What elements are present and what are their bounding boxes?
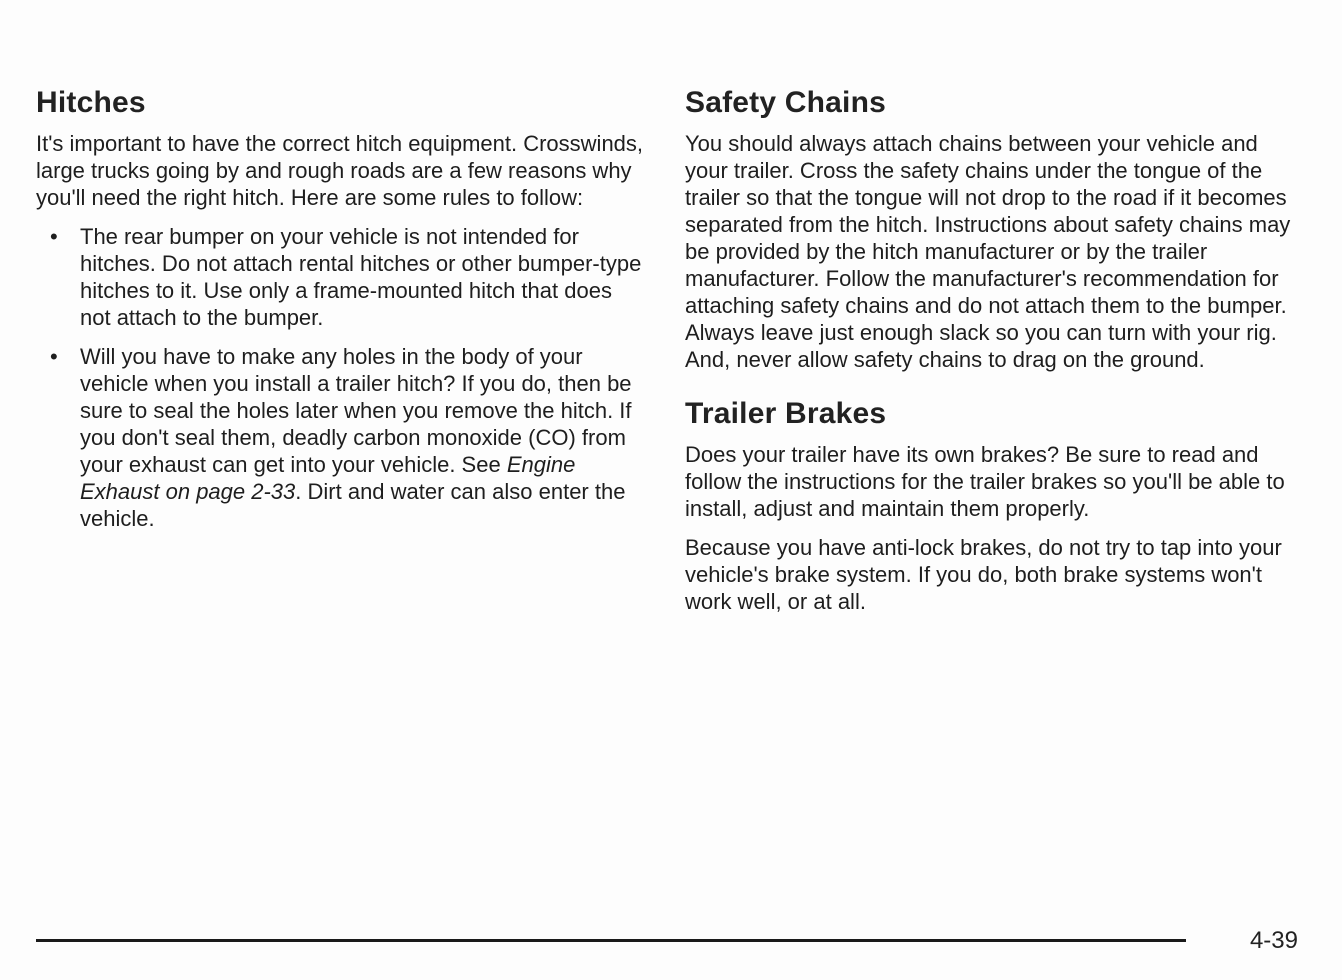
trailer-brakes-paragraph-1: Does your trailer have its own brakes? Be sure to read and follow the instructions for the trailer brakes so you'll be able to install, adjust and maintain them properly. xyxy=(685,442,1285,521)
trailer-brakes-heading: Trailer Brakes xyxy=(685,397,887,430)
footer-rule xyxy=(36,939,1186,942)
hitches-heading: Hitches xyxy=(36,86,146,119)
right-column xyxy=(685,84,1300,615)
bullet-text-start: Will you have to make any holes in the body of your vehicle when you install a trailer hitch? If you do, then be sure to seal the holes later when you remove the hitch. If you don't seal them, deadly carbon monoxide (CO) from your exhaust can get into your vehicle. See xyxy=(80,344,632,477)
safety-chains-paragraph: You should always attach chains between your vehicle and your trailer. Cross the safety chains under the tongue of the trailer so that the tongue will not drop to the road if it becomes separated from the hitch. Instructions about safety chains may be provided by the hitch manufacturer or by the trailer manufacturer. Follow the manufacturer's recommendation for attaching safety chains and do not attach them to the bumper. Always leave just enough slack so you can turn with your rig. And, never allow safety chains to drag on the ground. xyxy=(685,131,1291,372)
safety-chains-heading: Safety Chains xyxy=(685,86,886,119)
left-column xyxy=(36,84,648,544)
cross-reference: Engine Exhaust on page 2-33 xyxy=(80,452,576,504)
hitches-intro: It's important to have the correct hitch equipment. Crosswinds, large trucks going by and rough roads are a few reasons why you'll need the right hitch. Here are some rules to follow: xyxy=(36,131,644,210)
trailer-brakes-paragraph-2: Because you have anti-lock brakes, do not try to tap into your vehicle's brake system. If you do, both brake systems won't work well, or at all. xyxy=(685,535,1282,614)
bullet-icon: • xyxy=(50,344,58,369)
bullet-icon: • xyxy=(50,224,58,249)
bullet-text: The rear bumper on your vehicle is not intended for hitches. Do not attach rental hitches or other bumper-type hitches to it. Use only a frame-mounted hitch that does not attach to the bumper. xyxy=(80,224,642,330)
bullet-text-end: . Dirt and water can also enter the vehicle. xyxy=(80,479,626,531)
list-item xyxy=(36,223,648,331)
list-item xyxy=(36,343,648,532)
hitch-rules-list xyxy=(36,223,648,532)
page-number: 4-39 xyxy=(1249,927,1298,954)
